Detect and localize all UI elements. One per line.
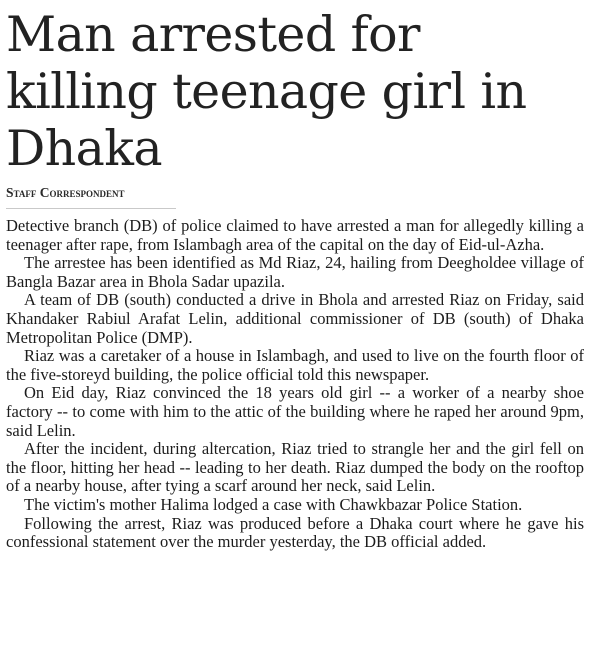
article-paragraph: Detective branch (DB) of police claimed to have arrested a man for allegedly killing a teenager after rape, from Islambagh area of the capital on the day of Eid-ul-Azha.	[6, 216, 584, 254]
article-byline: Staff Correspondent	[6, 185, 176, 209]
article-paragraph: On Eid day, Riaz convinced the 18 years old girl -- a worker of a nearby shoe factory -- to come with him to the attic of the building where he raped her around 9pm, said Lelin.	[6, 383, 584, 440]
article-paragraph: Following the arrest, Riaz was produced before a Dhaka court where he gave his confessional statement over the murder yesterday, the DB official added.	[6, 513, 584, 552]
article-paragraph: A team of DB (south) conducted a drive in Bhola and arrested Riaz on Friday, said Khandaker Rabiul Arafat Lelin, additional commissioner of DB (south) of Dhaka Metropolitan Police (DMP).	[6, 290, 584, 347]
article-paragraph: After the incident, during altercation, Riaz tried to strangle her and the girl fell on the floor, hitting her head -- leading to her death. Riaz dumped the body on the rooftop of a nearby house, after tying a scarf around her neck, said Lelin.	[6, 439, 584, 496]
article-body	[6, 217, 584, 552]
article-headline: Man arrested for killing teenage girl in Dhaka	[6, 6, 527, 177]
article-paragraph: The victim's mother Halima lodged a case with Chawkbazar Police Station.	[24, 494, 523, 514]
article-paragraph: The arrestee has been identified as Md Riaz, 24, hailing from Deegholdee village of Bangla Bazar area in Bhola Sadar upazila.	[6, 253, 584, 291]
article-paragraph: Riaz was a caretaker of a house in Islambagh, and used to live on the fourth floor of the five-storeyd building, the police official told this newspaper.	[6, 346, 584, 384]
